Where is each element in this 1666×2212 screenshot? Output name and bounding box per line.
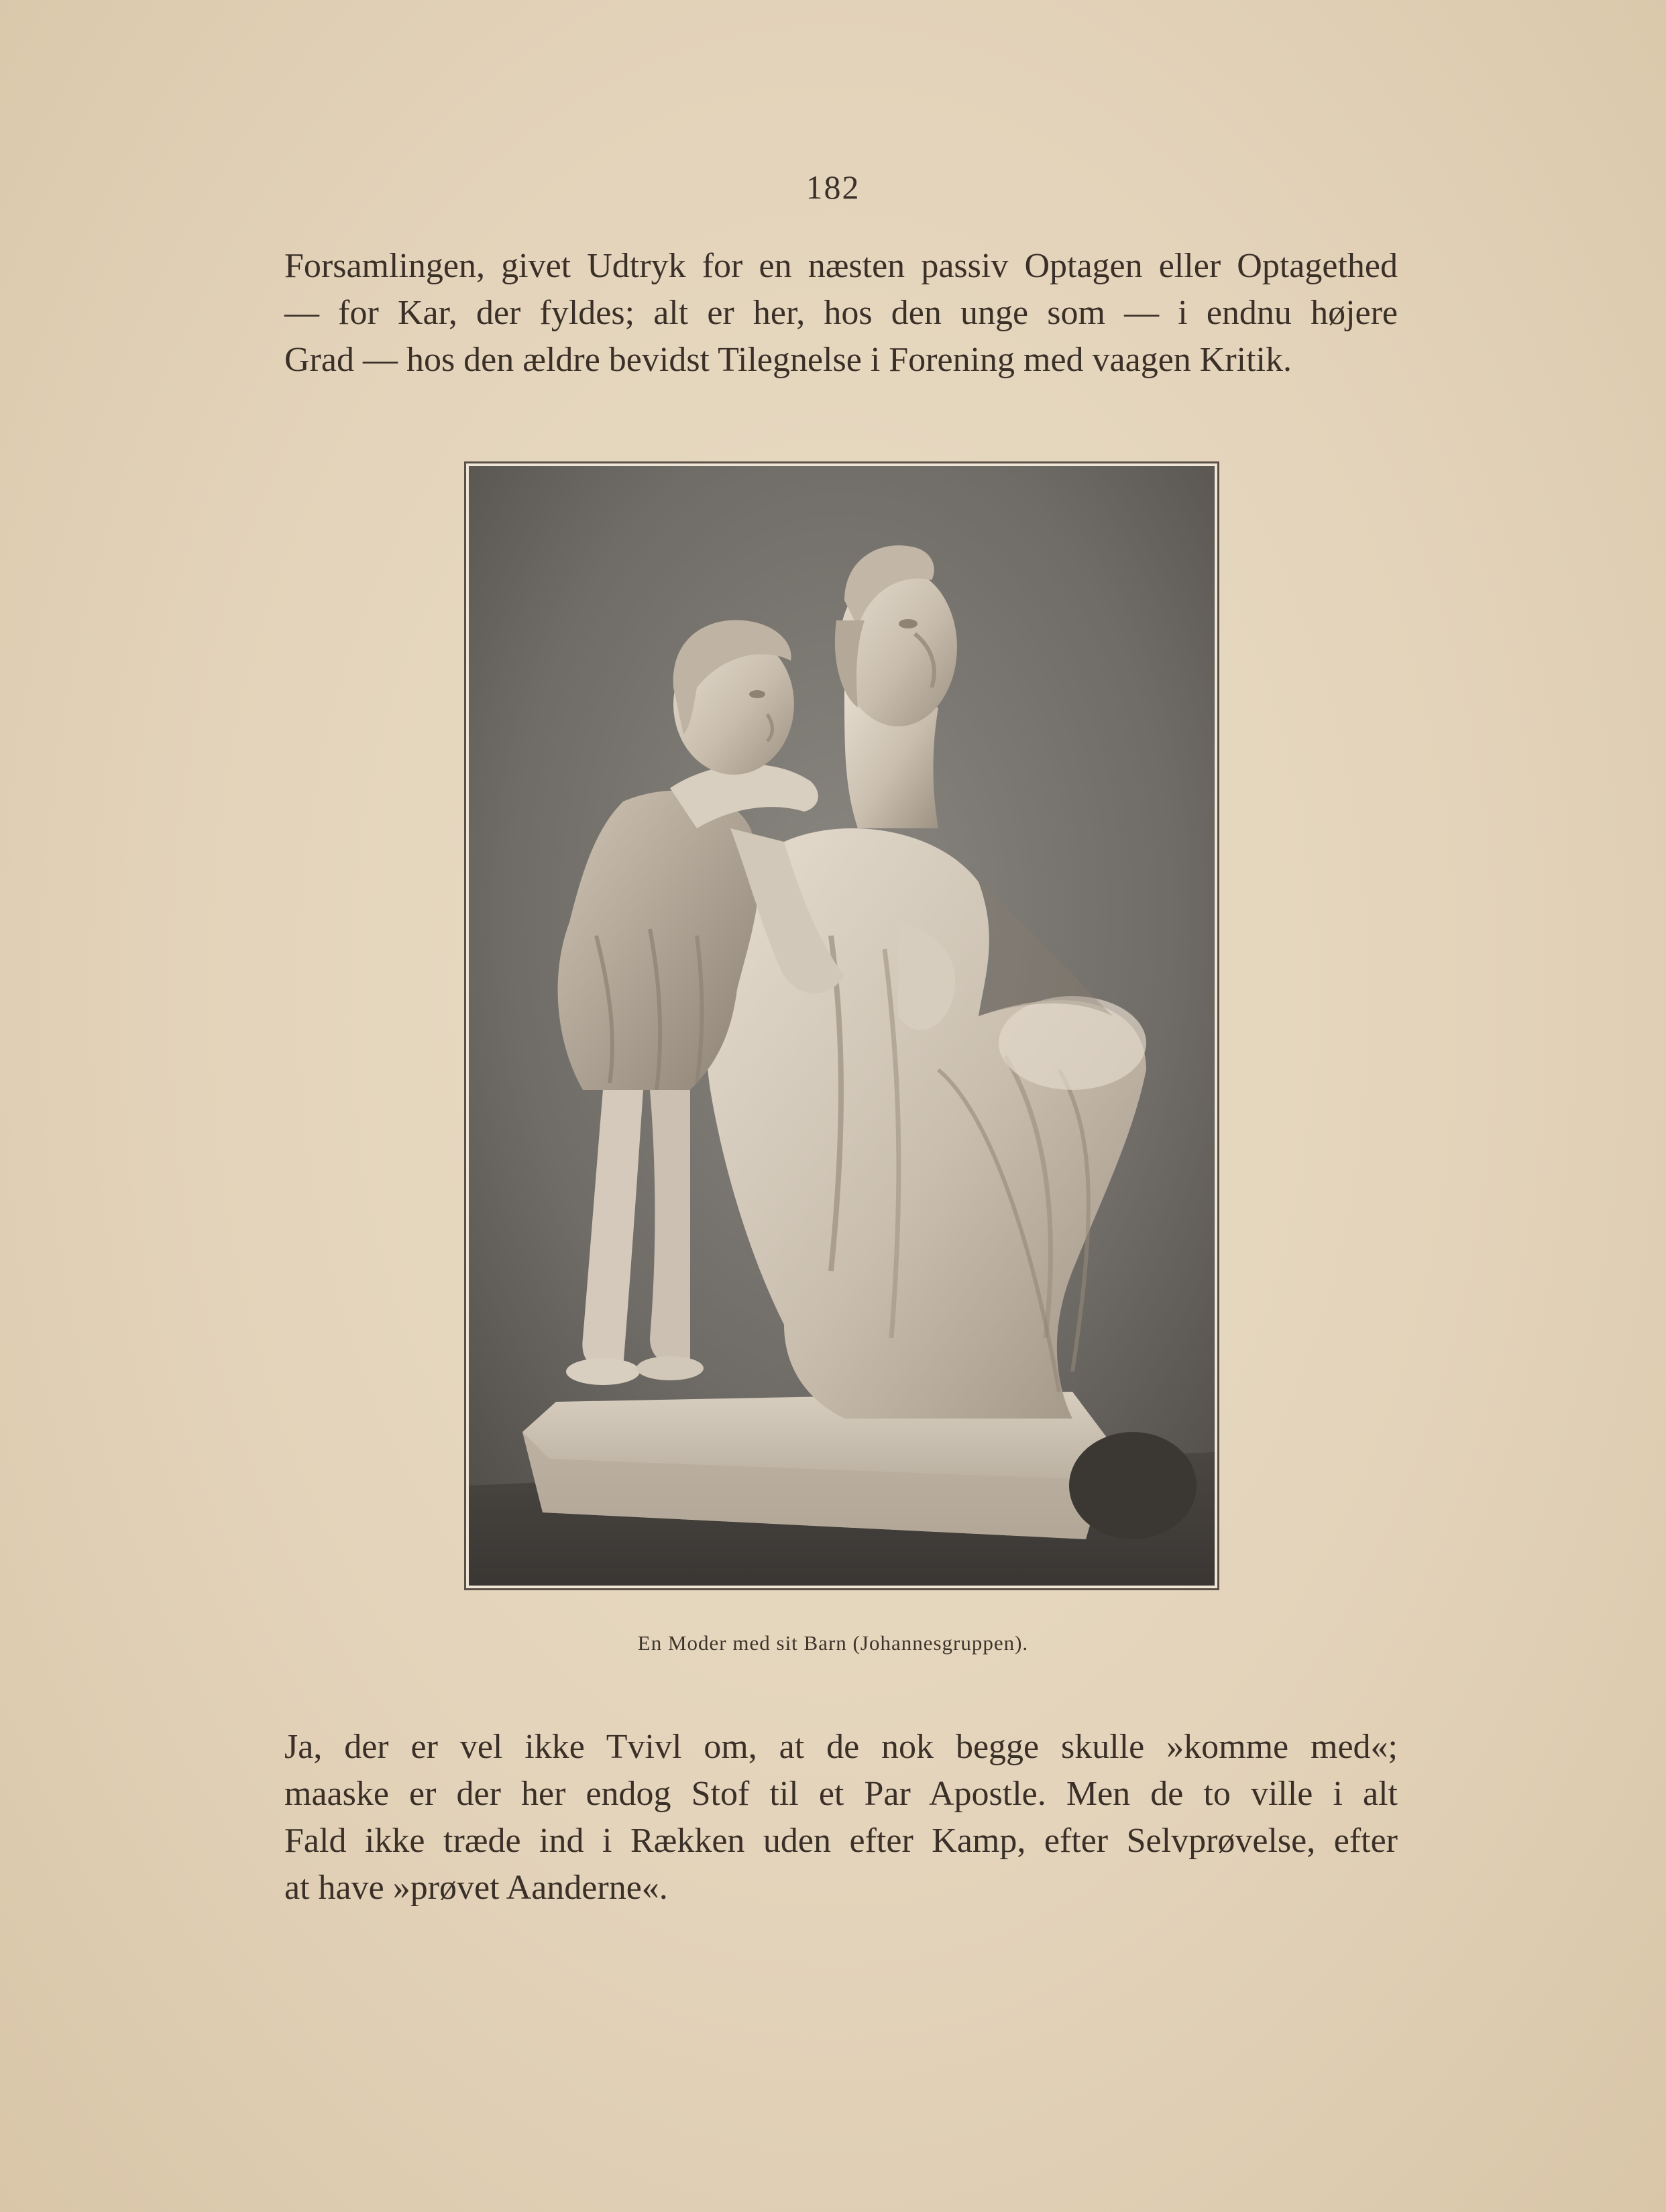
bottom-paragraph-line: Fald ikke træde ind i Rækken uden efter Kamp, efter Selvprøvelse, efter [284,1822,1398,1860]
bottom-paragraph [284,1724,1398,1912]
top-paragraph-line: — for Kar, der fyldes; alt er her, hos den unge som — i endnu højere [284,294,1398,332]
bottom-paragraph-line: at have »prøvet Aanderne«. [284,1869,668,1907]
figure-caption: En Moder med sit Barn (Johannesgruppen). [637,1631,1029,1655]
top-paragraph-line: Forsamlingen, givet Udtryk for en næsten passiv Optagen eller Optagethed [284,247,1398,285]
sculpture-image [469,466,1215,1586]
top-paragraph [284,243,1398,384]
top-paragraph-line: Grad — hos den ældre bevidst Tilegnelse i Forening med vaagen Kritik. [284,341,1292,379]
page-number: 182 [806,168,860,206]
sculpture-photograph [464,461,1219,1590]
bottom-paragraph-line: Ja, der er vel ikke Tvivl om, at de nok begge skulle »komme med«; [284,1728,1398,1766]
bottom-paragraph-line: maaske er der her endog Stof til et Par Apostle. Men de to ville i alt [284,1775,1398,1813]
